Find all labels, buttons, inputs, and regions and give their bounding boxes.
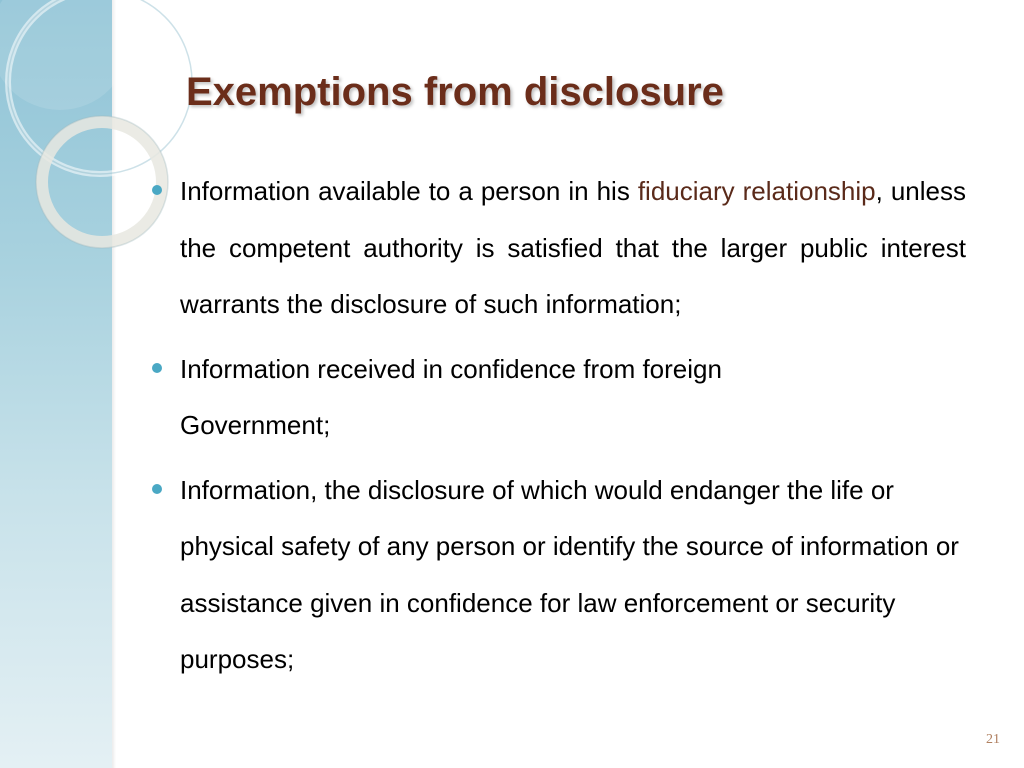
bullet-icon — [152, 363, 162, 373]
bullet-item-safety — [148, 462, 966, 688]
bullet-text: Information, the disclosure of which would endanger the life or physical safety of any person or identify the source of information or assistance given in confidence for law enforcement or security purposes; — [180, 474, 959, 674]
bullet-text: Information received in confidence from foreign Government; — [180, 353, 722, 440]
page-number: 21 — [986, 732, 1000, 747]
bullet-term-highlight: fiduciary relationship — [637, 176, 876, 206]
bullet-icon — [152, 185, 162, 195]
bullet-item-fiduciary — [148, 163, 966, 333]
bullet-text-pre: Information available to a person in his — [180, 176, 638, 206]
bullet-icon — [152, 484, 162, 494]
bullet-text-post: , unless the competent authority is satisfied that the larger public interest warrants the disclosure of such information; — [180, 176, 967, 319]
slide-title: Exemptions from disclosure — [186, 70, 724, 114]
bullet-item-foreign-government — [148, 341, 966, 454]
bullet-list — [148, 163, 966, 688]
slide-content — [148, 163, 966, 696]
